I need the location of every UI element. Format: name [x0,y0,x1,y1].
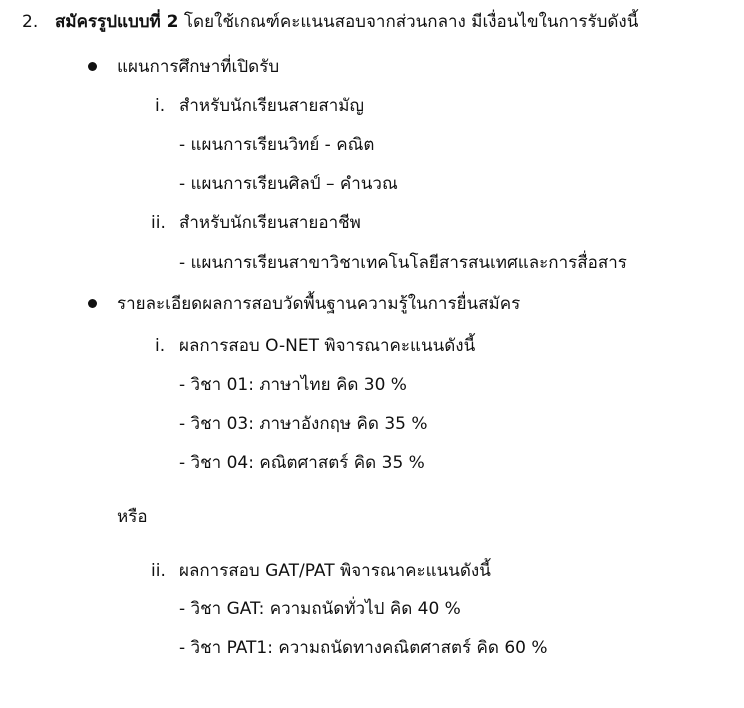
detail-line: - วิชา PAT1: ความถนัดทางคณิตศาสตร์ คิด 60 % [179,638,548,658]
bullet-text: แผนการศึกษาที่เปิดรับ [117,57,280,77]
sub-item-text: สำหรับนักเรียนสายสามัญ [179,96,364,116]
list-marker: i. [155,96,166,116]
section-number: 2. [22,12,39,32]
bullet-dot [88,299,97,308]
or-text: หรือ [117,507,148,527]
detail-line: - วิชา 04: คณิตศาสตร์ คิด 35 % [179,453,425,473]
bullet-dot [88,62,97,71]
detail-line: - แผนการเรียนสาขาวิชาเทคโนโลยีสารสนเทศและการสื่อสาร [179,253,627,273]
list-marker: ii. [151,213,166,233]
detail-line: - แผนการเรียนวิทย์ - คณิต [179,135,375,155]
bullet-text: รายละเอียดผลการสอบวัดพื้นฐานความรู้ในการยื่นสมัคร [117,294,521,314]
section-title-rest: โดยใช้เกณฑ์คะแนนสอบจากส่วนกลาง มีเงื่อนไขในการรับดังนี้ [178,12,639,32]
sub-item-text: ผลการสอบ GAT/PAT พิจารณาคะแนนดังนี้ [179,561,491,581]
sub-item-text: สำหรับนักเรียนสายอาชีพ [179,213,361,233]
detail-line: - วิชา GAT: ความถนัดทั่วไป คิด 40 % [179,599,461,619]
section-title [55,10,638,34]
section-title-bold: สมัครรูปแบบที่ 2 [55,12,179,32]
sub-item-text: ผลการสอบ O-NET พิจารณาคะแนนดังนี้ [179,336,476,356]
list-marker: i. [155,336,166,356]
detail-line: - วิชา 01: ภาษาไทย คิด 30 % [179,375,407,395]
detail-line: - แผนการเรียนศิลป์ – คำนวณ [179,174,398,194]
list-marker: ii. [151,561,166,581]
detail-line: - วิชา 03: ภาษาอังกฤษ คิด 35 % [179,414,428,434]
